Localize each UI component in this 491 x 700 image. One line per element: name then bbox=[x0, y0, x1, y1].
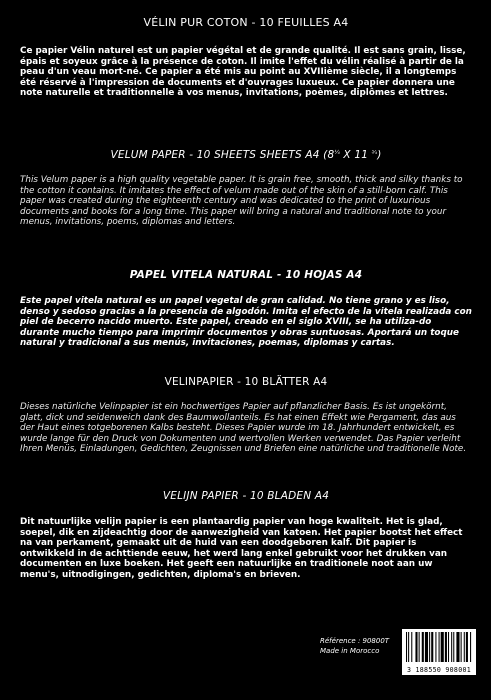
barcode-bar bbox=[451, 632, 452, 662]
section-title-german: VELINPAPIER - 10 BLÄTTER A4 bbox=[164, 376, 328, 388]
section-text-spanish: Este papel vitela natural es un papel vegetal de gran calidad. No tiene grano y es liso, denso y sedoso gracias a la presencia de algodón. Imita el efecto de la vitela realizada con piel de becerro nacido muerto. Este papel, creado en el siglo XVIII, se ha utiliza-do durante mucho tiempo para imprimir documentos y obras suntuosas. Aportará un toque natural y tradicional a sus menús, invitaciones, poemas, diplomas y cartas. bbox=[20, 296, 472, 349]
section-spanish bbox=[20, 269, 472, 349]
barcode-bar bbox=[419, 632, 420, 662]
title-english-frac1: ¼ bbox=[334, 150, 340, 156]
barcode-bar bbox=[429, 632, 430, 662]
section-french bbox=[20, 16, 472, 99]
barcode-bar bbox=[445, 632, 447, 662]
barcode-bar bbox=[461, 632, 462, 662]
barcode-bar bbox=[466, 632, 468, 662]
section-text-dutch: Dit natuurlijke velijn papier is een plantaardig papier van hoge kwaliteit. Het is glad, soepel, dik en zijdeachtig door de aanwezigheid van katoen. Het papier bootst het effect na van perkament, gemaakt uit de huid van een doodgeboren kalf. Dit papier is ontwikkeld in de achttiende eeuw, het werd lang enkel gebruikt voor het drukken van documenten en luxe boeken. Het geeft een natuurlijke en traditionele noot aan uw menu's, uitnodigingen, gedichten, diploma's en brieven. bbox=[20, 517, 463, 580]
title-english-mid: X 11 bbox=[339, 149, 372, 161]
title-english-frac2: ¾ bbox=[371, 150, 378, 156]
barcode bbox=[402, 629, 476, 675]
product-footer bbox=[320, 636, 389, 656]
section-dutch bbox=[20, 490, 472, 581]
barcode-bar bbox=[441, 632, 444, 662]
barcode-bars bbox=[402, 629, 476, 667]
section-title-dutch: VELIJN PAPIER - 10 BLADEN A4 bbox=[162, 490, 330, 502]
barcode-bar bbox=[464, 632, 465, 662]
barcode-bar bbox=[406, 632, 407, 662]
section-title-english bbox=[20, 149, 472, 161]
barcode-bar bbox=[453, 632, 454, 662]
reference-number: Référence : 90800T bbox=[320, 637, 390, 645]
barcode-bar bbox=[456, 632, 459, 662]
barcode-bar bbox=[415, 632, 417, 662]
barcode-bar bbox=[470, 632, 471, 662]
barcode-bar bbox=[425, 632, 428, 662]
title-english-end: ) bbox=[377, 149, 382, 161]
barcode-bar bbox=[408, 632, 409, 662]
barcode-bar bbox=[448, 632, 449, 662]
barcode-bar bbox=[439, 632, 440, 662]
section-text-german: Dieses natürliche Velinpapier ist ein hochwertiges Papier auf pflanzlicher Basis. Es ist ungekörnt, glatt, dick und seidenweich dank des Baumwollanteils. Es hat einen Effekt wie Pergament, das aus der Haut eines totgeborenen Kalbs besteht. Dieses Papier wurde im 18. Jahrhundert entwickelt, es wurde lange für den Druck von Dokumenten und wertvollen Werken verwendet. Das Papier verleiht Ihren Menüs, Einladungen, Gedichten, Zeugnissen und Briefen eine natürliche und traditionelle Note. bbox=[20, 402, 467, 455]
barcode-bar bbox=[422, 632, 424, 662]
barcode-digits: 3 188550 908001 bbox=[406, 666, 472, 674]
section-german bbox=[20, 376, 472, 455]
barcode-bar bbox=[411, 632, 412, 662]
section-title-spanish: PAPEL VITELA NATURAL - 10 HOJAS A4 bbox=[129, 269, 363, 281]
barcode-bar bbox=[431, 632, 433, 662]
section-text-english: This Velum paper is a high quality vegetable paper. It is grain free, smooth, thick and silky thanks to the cotton it contains. It imitates the effect of velum made out of the skin of a still-born calf. This paper was created during the eighteenth century and was dedicated to the print of luxurious documents and books for a long time. This paper will bring a natural and traditional note to your menus, invitations, poems, diplomas and letters. bbox=[20, 175, 463, 228]
title-english-main: VELUM PAPER - 10 SHEETS SHEETS A4 (8 bbox=[110, 149, 335, 161]
barcode-bar bbox=[435, 632, 436, 662]
origin-label: Made in Morocco bbox=[320, 647, 380, 655]
section-english bbox=[20, 149, 472, 228]
section-title-french: VÉLIN PUR COTON - 10 FEUILLES A4 bbox=[143, 16, 349, 29]
section-text-french: Ce papier Vélin naturel est un papier végétal et de grande qualité. Il est sans grain, lisse, épais et soyeux grâce à la présence de coton. Il imite l'effet du vélin réalisé à partir de la peau d'un veau mort-né. Ce papier a été mis au point au XVIIième siècle, il a longtemps été réservé à l'impression de documents et d'ouvrages luxueux. Ce papier donnera une note naturelle et traditionnelle à vos menus, invitations, poèmes, diplômes et lettres. bbox=[20, 46, 466, 99]
